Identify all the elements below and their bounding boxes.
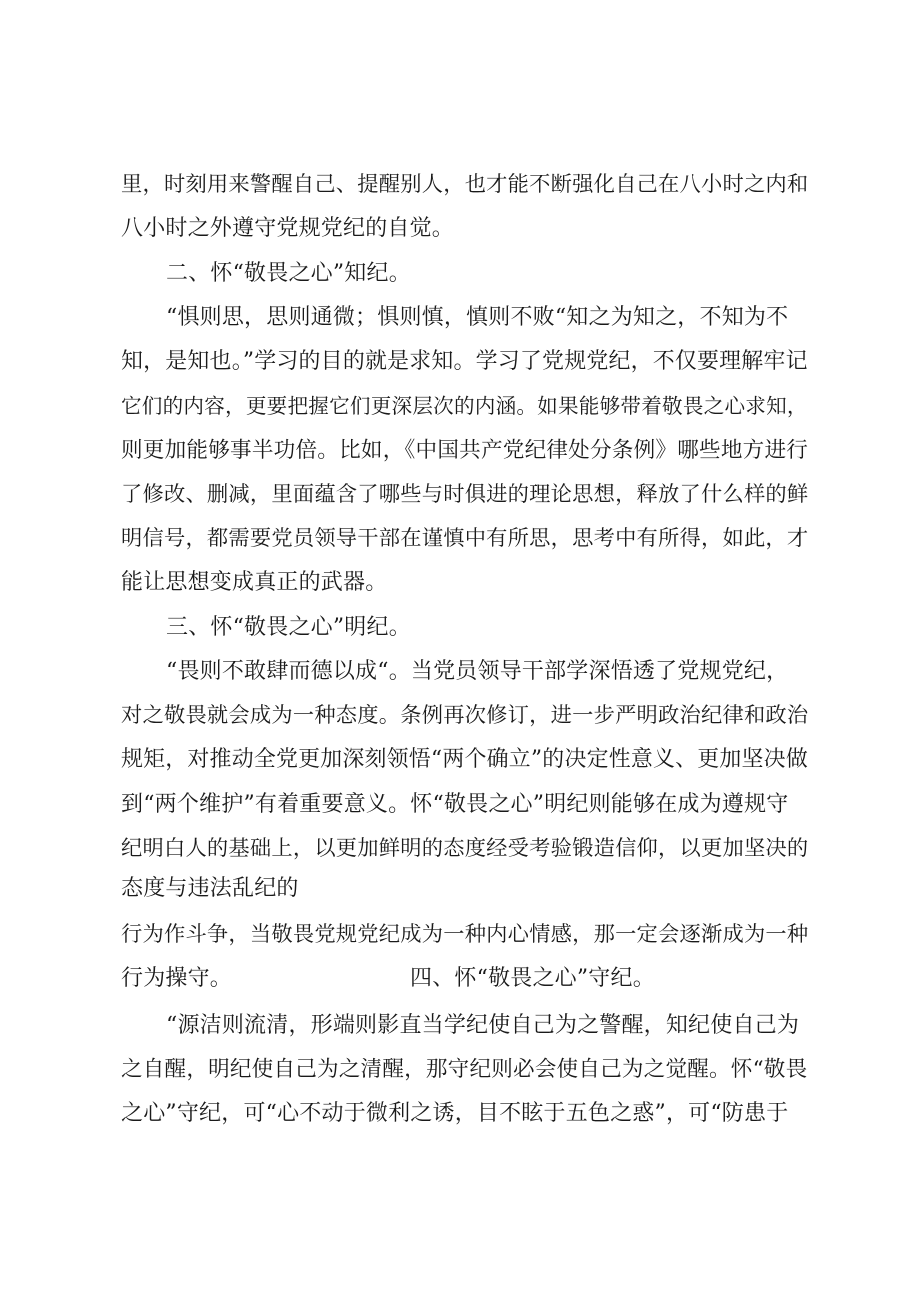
- text-line: 知，是知也。”学习的目的就是求知。学习了党规党纪，不仅要理解牢记: [121, 349, 808, 374]
- text-line: “源洁则流清，形端则影直当学纪使自己为之警醒，知纪使自己为: [166, 1013, 800, 1038]
- text-line: 纪明白人的基础上，以更加鲜明的态度经受考验锻造信仰，以更加坚决的: [121, 836, 809, 861]
- text-line: 里，时刻用来警醒自己、提醒别人，也才能不断强化自己在八小时之内和: [121, 172, 809, 197]
- text-line: 之自醒，明纪使自己为之清醒，那守纪则必会使自己为之觉醒。怀“敬畏: [121, 1057, 808, 1082]
- section-heading-2: 二、怀“敬畏之心”知纪。: [166, 261, 411, 286]
- text-line: 能让思想变成真正的武器。: [121, 570, 388, 595]
- text-line: 它们的内容，更要把握它们更深层次的内涵。如果能够带着敬畏之心求知，: [121, 394, 808, 418]
- text-line: 则更加能够事半功倍。比如，《中国共产党纪律处分条例》哪些地方进行: [121, 438, 809, 463]
- text-line: 八小时之外遵守党规党纪的自觉。: [121, 216, 455, 241]
- text-line: 行为操守。: [121, 966, 233, 991]
- text-line: 行为作斗争，当敬畏党规党纪成为一种内心情感，那一定会逐渐成为一种: [121, 922, 809, 947]
- text-line: “惧则思，思则通微；惧则慎，慎则不败“知之为知之，不知为不: [166, 305, 789, 330]
- text-line-with-heading: [121, 964, 655, 994]
- text-line: 规矩，对推动全党更加深刻领悟“两个确立”的决定性意义、更加坚决做: [121, 747, 808, 772]
- text-line: 明信号，都需要党员领导干部在谨慎中有所思，思考中有所得，如此，才: [121, 526, 809, 551]
- section-heading-3: 三、怀“敬畏之心”明纪。: [166, 615, 411, 640]
- text-line: 之心”守纪，可“心不动于微利之诱，目不眩于五色之惑”，可“防患于: [121, 1101, 789, 1126]
- text-line: 到“两个维护”有着重要意义。怀“敬畏之心”明纪则能够在成为遵规守: [121, 792, 789, 817]
- text-line: “畏则不敢肆而德以成“。当党员领导干部学深悟透了党规党纪，: [166, 659, 789, 684]
- text-line: 对之敬畏就会成为一种态度。条例再次修订，进一步严明政治纪律和政治: [121, 703, 809, 728]
- section-heading-4: 四、怀“敬畏之心”守纪。: [410, 966, 655, 991]
- text-line: 了修改、删减，里面蕴含了哪些与时俱进的理论思想，释放了什么样的鲜: [121, 482, 809, 507]
- text-line: 态度与违法乱纪的: [121, 876, 299, 901]
